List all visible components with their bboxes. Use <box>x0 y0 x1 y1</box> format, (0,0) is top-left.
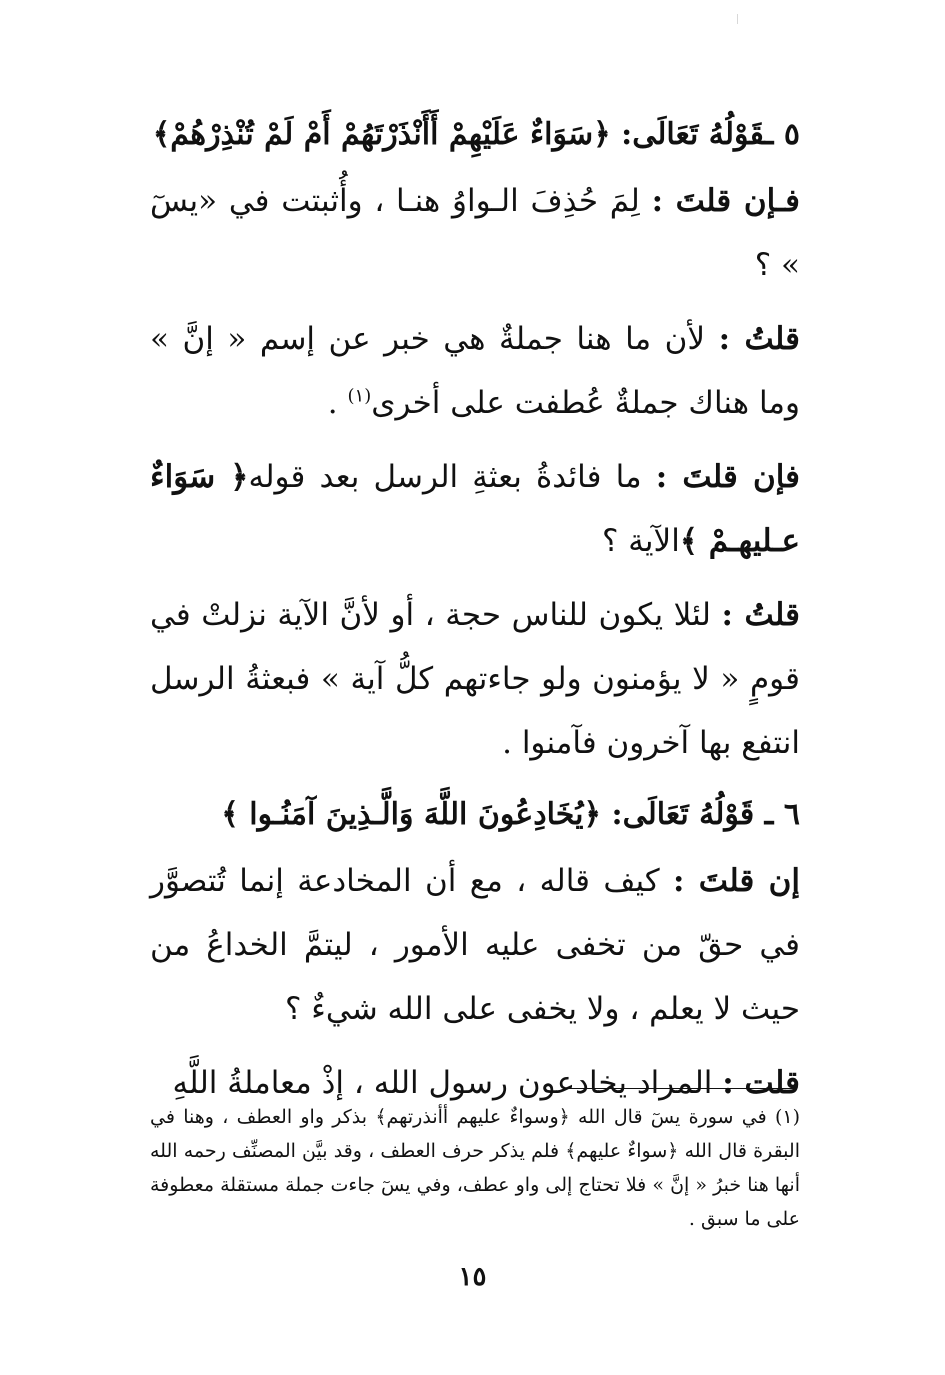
answer-2-text: لئلا يكون للناس حجة ، أو لأنَّ الآية نزلتْ في قومٍ « لا يؤمنون ولو جاءتهم كلُّ آية » فبعثةُ الرسل انتفع بها آخرون فآمنوا . <box>150 597 800 761</box>
answer-2-lead: قلتُ : <box>721 597 801 633</box>
question-3 <box>150 849 800 1041</box>
answer-3-text: المراد يخادعون رسول الله ، إذْ معاملةُ اللَّهِ <box>172 1065 723 1101</box>
question-1-lead: فـإن قلتَ : <box>651 183 800 219</box>
question-2-quran: ﴿ سَوَاءٌ عـليهـمْ ﴾ <box>150 459 800 559</box>
verse-5-heading: ٥ ـقَوْلُهُ تَعَالَى: ﴿سَوَاءٌ عَلَيْهِمْ أَأَنْذَرْتَهُمْ أَمْ لَمْ تُنْذِرْهُمْ﴾ <box>152 117 800 152</box>
answer-1-end: . <box>327 385 348 421</box>
question-2-text: ما فائدةُ بعثةِ الرسل بعد قوله <box>248 459 656 495</box>
answer-1 <box>150 307 800 435</box>
question-1-text: لِمَ حُذِفَ الـواوُ هنـا ، وأُثبتت في «يسٓ » ؟ <box>150 183 800 283</box>
verse-6-heading: ٦ ـ قَوْلُهُ تَعَالَى: ﴿يُخَادِعُونَ اللَّهَ وَالَّـذِينَ آمَنُـوا ﴾ <box>221 797 800 832</box>
scan-mark <box>737 14 738 24</box>
footnote-text: (١) في سورة يسٓ قال الله ﴿وسواءٌ عليهم أأنذرتهم﴾ بذكر واو العطف ، وهنا في البقرة قال الله ﴿سواءٌ عليهم﴾ فلم يذكر حرف العطف ، وقد بيَّن المصنِّف رحمه الله أنها هنا خبرُ « إنَّ » فلا تحتاج إلى واو عطف، وفي يسٓ جاءت جملة مستقلة معطوفة على ما سبق . <box>150 1106 800 1230</box>
question-2-lead: فإن قلتَ : <box>655 459 800 495</box>
footnote-divider <box>565 1088 795 1089</box>
footnote <box>150 1100 800 1236</box>
question-1 <box>150 169 800 297</box>
question-2-end: الآية ؟ <box>601 523 680 559</box>
question-2 <box>150 445 800 573</box>
question-3-lead: إن قلتَ : <box>672 863 800 899</box>
answer-2 <box>150 583 800 775</box>
answer-3-lead: قلت : <box>722 1065 800 1101</box>
page-number: ١٥ <box>458 1262 487 1292</box>
question-3-text: كيف قاله ، مع أن المخادعة إنما تُتصوَّر في حقّ من تخفى عليه الأمور ، ليتمَّ الخداعُ من حيث لا يعلم ، ولا يخفى على الله شيءٌ ؟ <box>150 863 800 1027</box>
answer-1-text: لأن ما هنا جملةٌ هي خبر عن إسم « إنَّ » وما هناك جملةٌ عُطفت على أخرى <box>150 321 800 421</box>
footnote-reference: (١) <box>347 385 372 407</box>
page-body <box>150 105 800 1125</box>
answer-1-lead: قلتُ : <box>718 321 800 357</box>
